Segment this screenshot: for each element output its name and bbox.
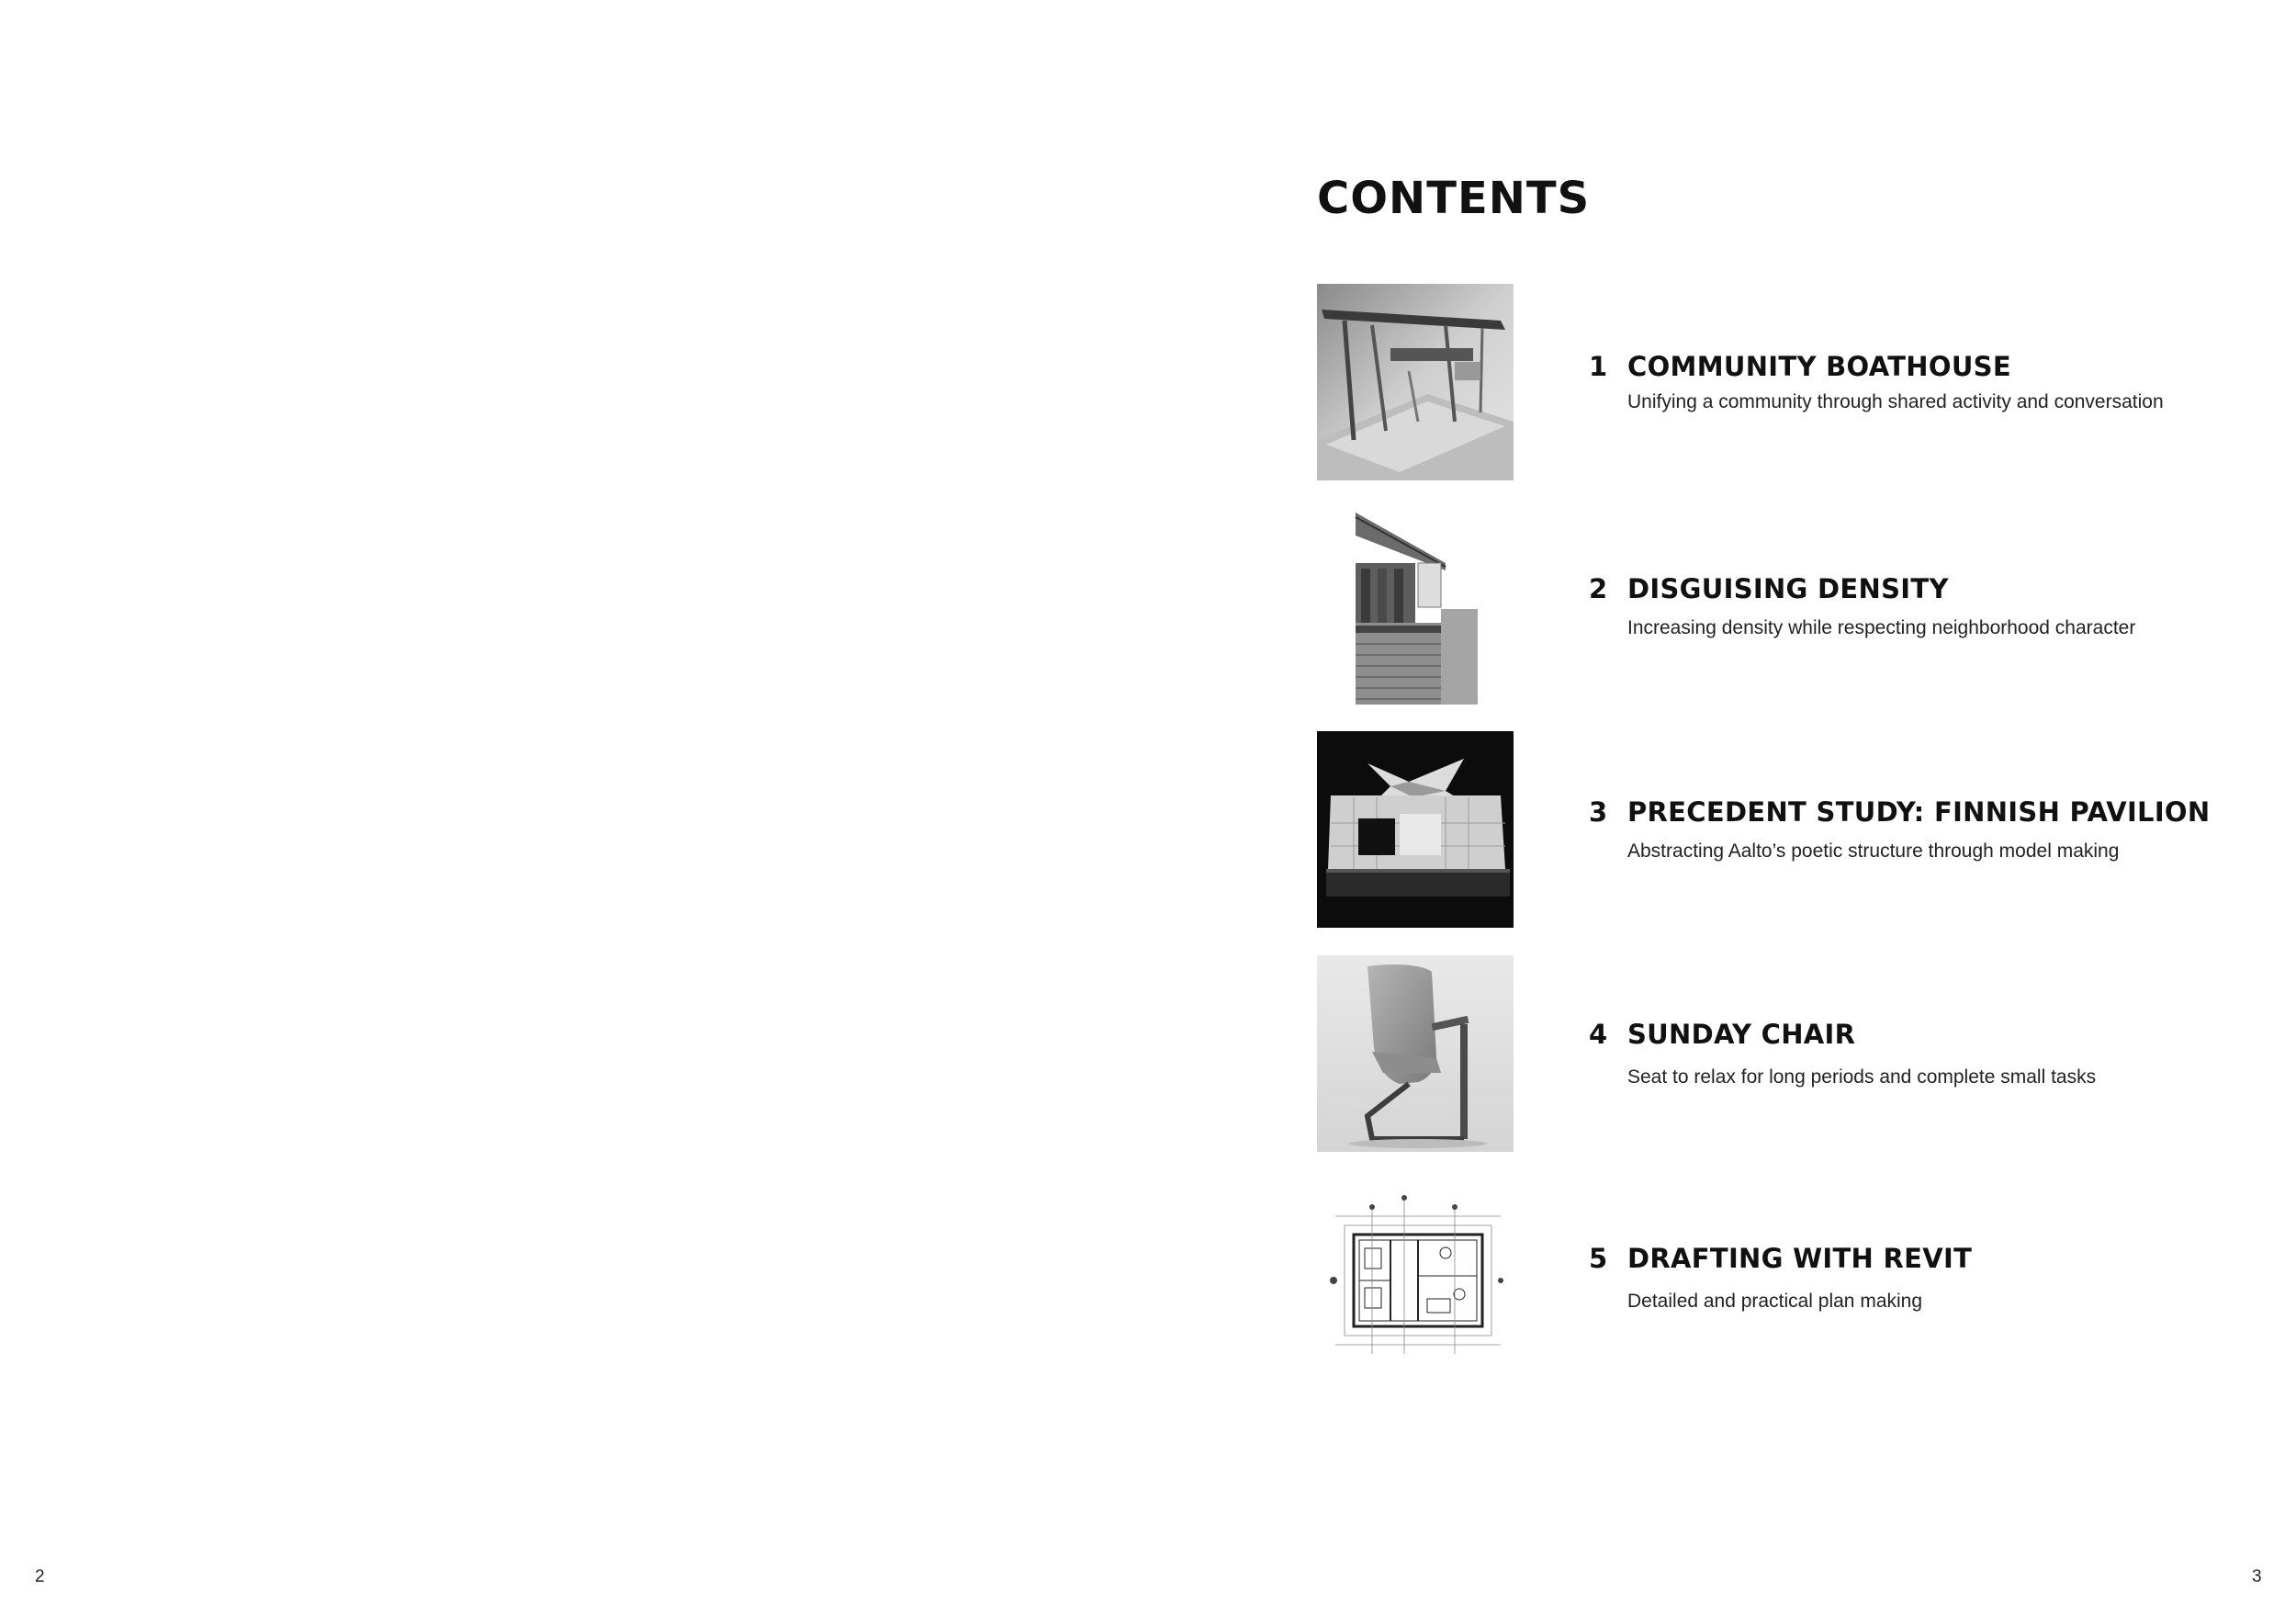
item-title[interactable]: DRAFTING WITH REVIT	[1627, 1243, 1973, 1274]
boathouse-model-thumbnail[interactable]	[1317, 284, 1514, 480]
item-title[interactable]: COMMUNITY BOATHOUSE	[1627, 351, 2011, 382]
floor-plan-thumbnail[interactable]	[1317, 1179, 1514, 1376]
item-description: Abstracting Aalto’s poetic structure through model making	[1627, 840, 2120, 862]
item-number: 5	[1589, 1243, 1608, 1274]
item-description: Seat to relax for long periods and complete small tasks	[1627, 1066, 2097, 1088]
item-number: 3	[1589, 796, 1608, 828]
item-number: 4	[1589, 1019, 1608, 1050]
toc-item-drafting-revit[interactable]	[1317, 1179, 2235, 1376]
item-title[interactable]: DISGUISING DENSITY	[1627, 573, 1949, 604]
chair-photo-thumbnail[interactable]	[1317, 955, 1514, 1152]
density-model-thumbnail[interactable]	[1317, 508, 1514, 705]
item-title[interactable]: SUNDAY CHAIR	[1627, 1019, 1856, 1050]
contents-title: CONTENTS	[1317, 173, 1591, 224]
page-number-right: 3	[2252, 1567, 2262, 1586]
item-number: 1	[1589, 351, 1608, 382]
page-number-left: 2	[35, 1567, 45, 1586]
toc-item-community-boathouse[interactable]	[1317, 284, 2235, 480]
item-number: 2	[1589, 573, 1608, 604]
toc-item-disguising-density[interactable]	[1317, 508, 2235, 705]
item-description: Unifying a community through shared activity and conversation	[1627, 391, 2164, 412]
toc-item-sunday-chair[interactable]	[1317, 955, 2235, 1152]
item-description: Detailed and practical plan making	[1627, 1291, 1923, 1312]
toc-item-finnish-pavilion[interactable]	[1317, 731, 2235, 928]
item-title[interactable]: PRECEDENT STUDY: FINNISH PAVILION	[1627, 796, 2211, 828]
pavilion-model-thumbnail[interactable]	[1317, 731, 1514, 928]
item-description: Increasing density while respecting neighborhood character	[1627, 617, 2136, 638]
